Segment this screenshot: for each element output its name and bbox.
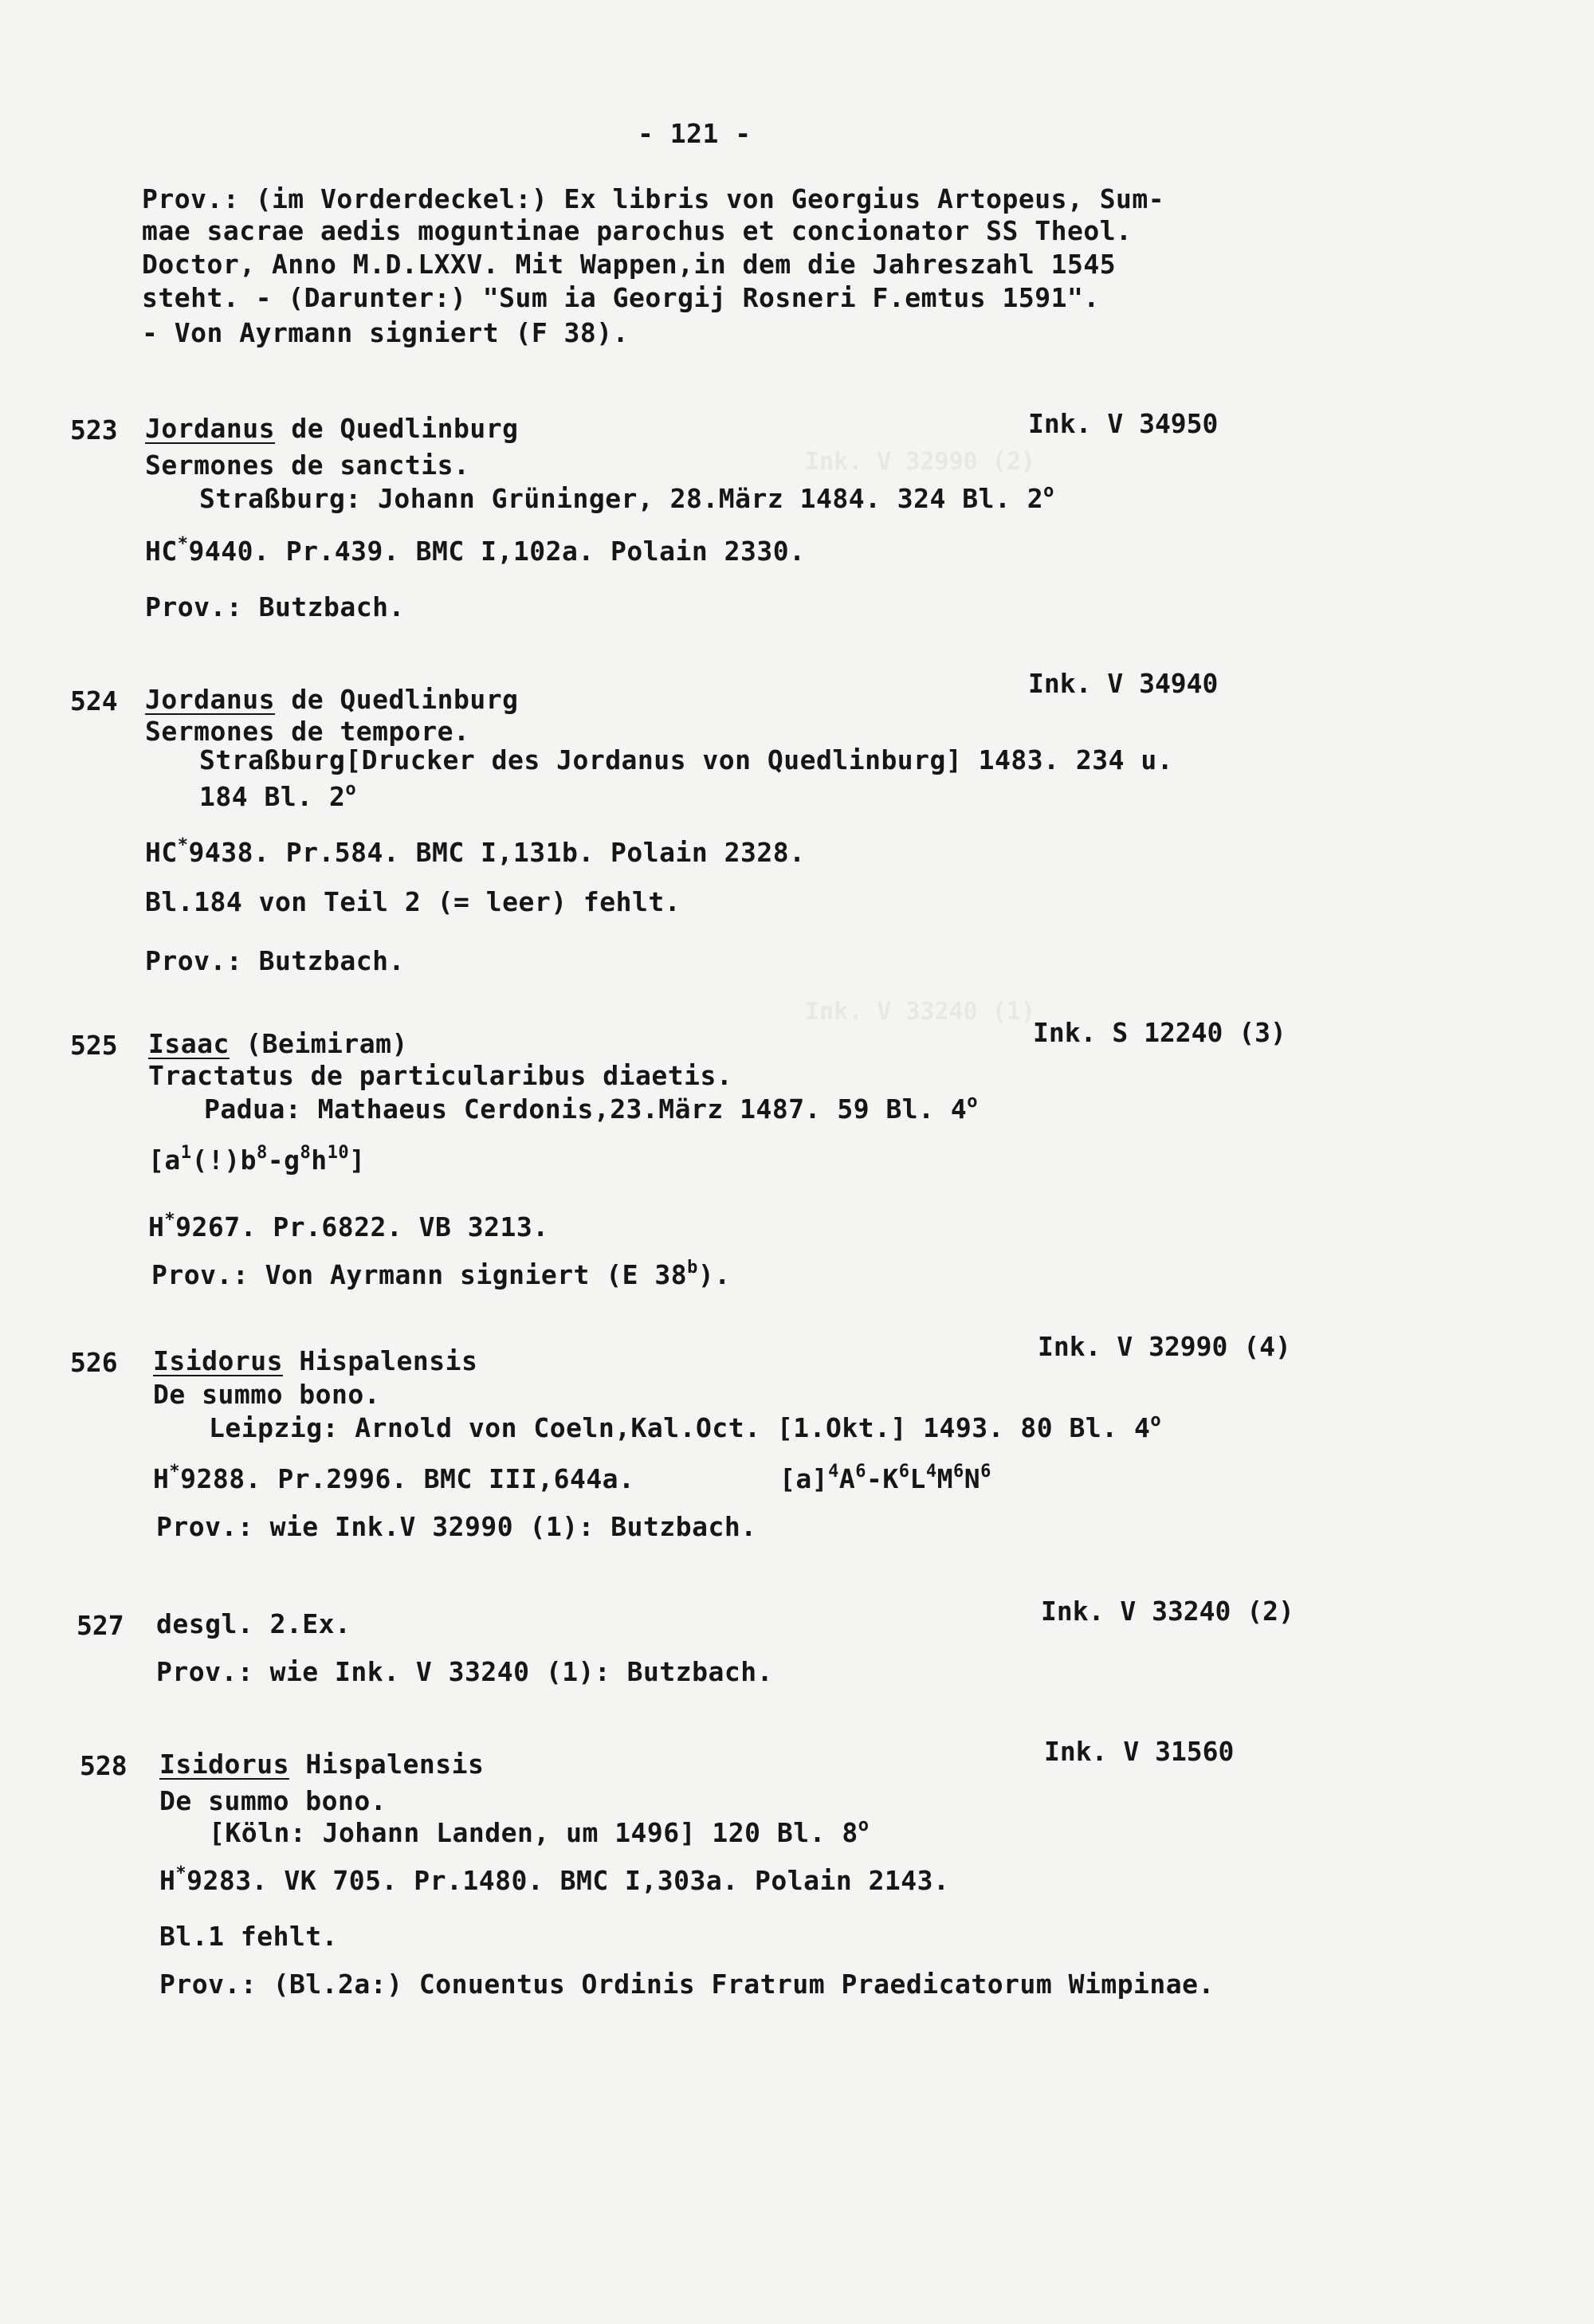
prov-line: - Von Ayrmann signiert (F 38). bbox=[142, 317, 630, 348]
author-name: Jordanus bbox=[145, 684, 275, 715]
entry-title: De summo bono. bbox=[153, 1379, 381, 1410]
shelfmark: Ink. V 32990 (4) bbox=[1038, 1331, 1291, 1362]
author-name: Isaac bbox=[148, 1028, 230, 1059]
entry-imprint: [Köln: Johann Landen, um 1496] 120 Bl. 8$^o$ bbox=[209, 1816, 870, 1848]
entry-collation: $[a]^4A^6-K^6L^4M^6N^6$ bbox=[779, 1462, 991, 1494]
shelfmark: Ink. V 34950 bbox=[1028, 408, 1219, 439]
bleed-through-text: Ink. V 33240 (1) bbox=[805, 998, 1035, 1026]
entry-references: H*9283. VK 705. Pr.1480. BMC I,303a. Polain 2143. bbox=[159, 1863, 950, 1896]
entry-heading: Jordanus de Quedlinburg bbox=[145, 684, 519, 715]
entry-note: Bl.184 von Teil 2 (= leer) fehlt. bbox=[145, 886, 681, 917]
prov-line: Doctor, Anno M.D.LXXV. Mit Wappen,in dem die Jahreszahl 1545 bbox=[142, 249, 1117, 280]
shelfmark: Ink. V 33240 (2) bbox=[1041, 1596, 1294, 1627]
entry-provenance: Prov.: Butzbach. bbox=[145, 591, 405, 622]
entry-imprint: Padua: Mathaeus Cerdonis,23.März 1487. 59 Bl. 4$^o$ bbox=[204, 1092, 979, 1125]
entry-note: Bl.1 fehlt. bbox=[159, 1921, 339, 1952]
entry-provenance: Prov.: Butzbach. bbox=[145, 945, 405, 976]
entry-heading: Isidorus Hispalensis bbox=[159, 1749, 485, 1780]
entry-imprint: Leipzig: Arnold von Coeln,Kal.Oct. [1.Okt.] 1493. 80 Bl. 4$^o$ bbox=[209, 1411, 1162, 1443]
entry-provenance: Prov.: Von Ayrmann signiert (E 38$^b$). bbox=[151, 1258, 731, 1290]
prov-line: mae sacrae aedis moguntinae parochus et concionator SS Theol. bbox=[142, 215, 1133, 246]
entry-references: H*9267. Pr.6822. VB 3213. bbox=[148, 1210, 549, 1242]
prov-line: Prov.: (im Vorderdeckel:) Ex libris von Georgius Artopeus, Sum- bbox=[142, 183, 1165, 214]
entry-number: 524 bbox=[70, 685, 118, 716]
entry-title: De summo bono. bbox=[159, 1785, 387, 1816]
entry-imprint: Straßburg[Drucker des Jordanus von Quedlinburg] 1483. 234 u. bbox=[199, 744, 1174, 775]
entry-provenance: Prov.: wie Ink. V 33240 (1): Butzbach. bbox=[156, 1656, 773, 1687]
entry-provenance: Prov.: wie Ink.V 32990 (1): Butzbach. bbox=[156, 1511, 757, 1542]
bleed-through-text: Ink. V 32990 (2) bbox=[805, 448, 1035, 476]
entry-title: Tractatus de particularibus diaetis. bbox=[148, 1060, 733, 1091]
entry-number: 526 bbox=[70, 1347, 118, 1378]
entry-title: Sermones de tempore. bbox=[145, 716, 470, 747]
entry-number: 527 bbox=[77, 1610, 124, 1641]
prov-line: steht. - (Darunter:) "Sum ia Georgij Rosneri F.emtus 1591". bbox=[142, 282, 1100, 313]
entry-references: HC*9438. Pr.584. BMC I,131b. Polain 2328. bbox=[145, 835, 806, 868]
shelfmark: Ink. S 12240 (3) bbox=[1033, 1017, 1286, 1048]
entry-number: 525 bbox=[70, 1030, 118, 1061]
entry-heading: Isidorus Hispalensis bbox=[153, 1345, 478, 1376]
entry-references: HC*9440. Pr.439. BMC I,102a. Polain 2330. bbox=[145, 534, 806, 567]
entry-number: 528 bbox=[80, 1750, 128, 1781]
entry-heading: desgl. 2.Ex. bbox=[156, 1608, 351, 1639]
entry-imprint: Straßburg: Johann Grüninger, 28.März 1484. 324 Bl. 2$^o$ bbox=[199, 481, 1054, 514]
entry-references: H*9288. Pr.2996. BMC III,644a. bbox=[153, 1462, 635, 1494]
entry-number: 523 bbox=[70, 414, 118, 446]
shelfmark: Ink. V 31560 bbox=[1044, 1736, 1235, 1767]
entry-imprint: 184 Bl. 2$^o$ bbox=[199, 779, 357, 812]
entry-provenance: Prov.: (Bl.2a:) Conuentus Ordinis Fratrum Praedicatorum Wimpinae. bbox=[159, 1969, 1215, 2000]
entry-heading: Jordanus de Quedlinburg bbox=[145, 413, 519, 444]
author-name: Jordanus bbox=[145, 413, 275, 444]
entry-collation: $[a^1(!)b^8-g^8h^{10}]$ bbox=[148, 1143, 366, 1176]
entry-heading: Isaac (Beimiram) bbox=[148, 1028, 408, 1059]
entry-title: Sermones de sanctis. bbox=[145, 449, 470, 481]
page-number: - 121 - bbox=[638, 118, 752, 149]
author-name: Isidorus bbox=[153, 1345, 283, 1376]
shelfmark: Ink. V 34940 bbox=[1028, 668, 1219, 699]
author-name: Isidorus bbox=[159, 1749, 289, 1780]
